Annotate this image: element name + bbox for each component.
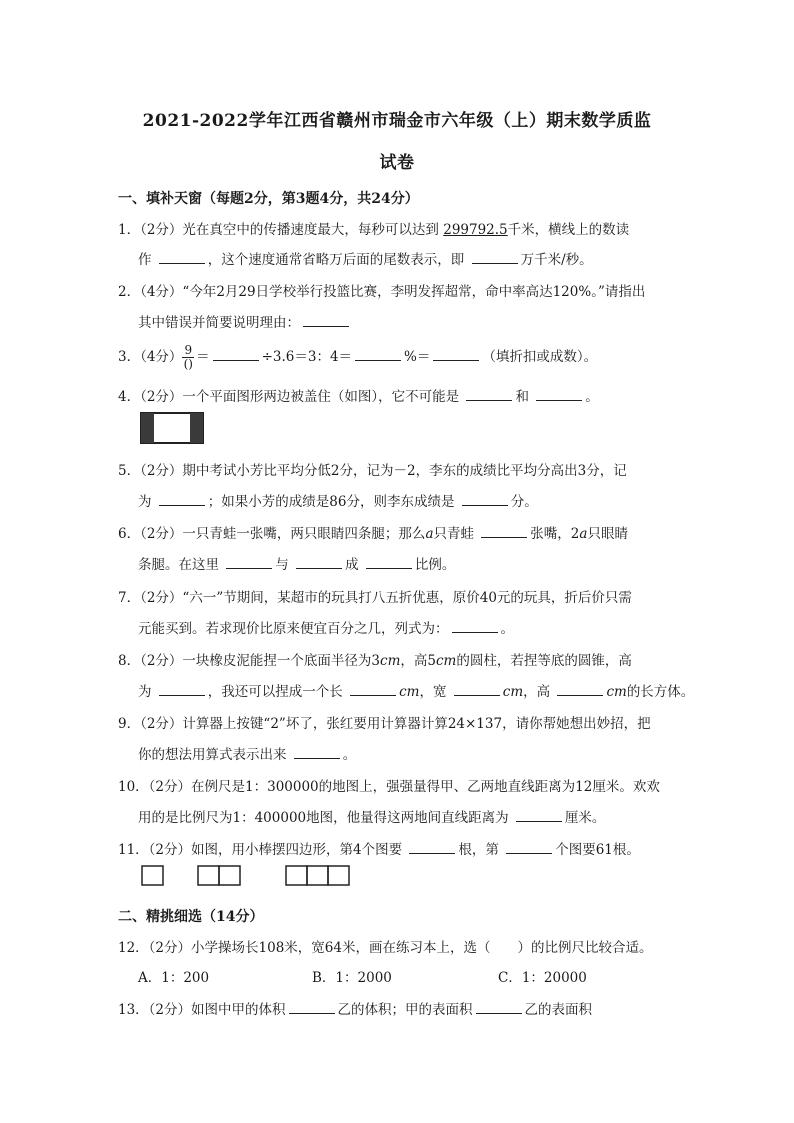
unit-cm: cm (436, 653, 457, 669)
q1-text-b: ，这个速度通常省略万后面的尾数表示，即 (207, 252, 469, 268)
q2-text: 其中错误并简要说明理由： (138, 315, 300, 331)
q10-text-a: 用的是比例尺为1：400000地图，他量得这两地间直线距离为 (138, 810, 513, 826)
answer-blank[interactable] (506, 840, 552, 854)
question-2-line1: 2．（4分）“今年2月29日学校举行投篮比赛，李明发挥超常，命中率高达120%。”请指出 (118, 284, 646, 300)
question-9-line1: 9．（2分）计算器上按键“2”坏了，张红要用计算器计算24×137，请你帮她想出妙招，把 (118, 716, 651, 732)
question-6-line1 (118, 522, 628, 542)
question-5-line2 (138, 490, 538, 510)
answer-blank[interactable] (466, 387, 512, 401)
answer-blank[interactable] (433, 347, 479, 361)
answer-blank[interactable] (296, 555, 342, 569)
answer-blank[interactable] (213, 347, 259, 361)
question-9-line2 (138, 743, 356, 763)
question-8-line2 (138, 680, 694, 700)
unit-cm: cm (606, 684, 627, 700)
answer-blank[interactable] (481, 524, 527, 538)
q6-text-h: 比例。 (414, 557, 456, 573)
answer-blank[interactable] (303, 313, 349, 327)
answer-blank[interactable] (516, 808, 562, 822)
q8-text-f: ，宽 (419, 684, 451, 700)
q8-text-a: 8．（2分）一块橡皮泥能捏一个底面半径为3 (118, 653, 381, 669)
q1-suffix: 千米，横线上的数读 (507, 222, 630, 238)
q8-text-b: ，高5 (400, 653, 436, 669)
exam-title-line1: 2021-2022学年江西省赣州市瑞金市六年级（上）期末数学质监 (142, 111, 652, 131)
q4-text-a: 4．（2分）一个平面图形两边被盖住（如图），它不可能是 (118, 389, 464, 405)
answer-blank[interactable] (536, 387, 582, 401)
answer-blank[interactable] (454, 682, 500, 696)
q1-text-c: 万千米/秒。 (520, 252, 593, 268)
question-7-line1: 7．（2分）“六一”节期间，某超市的玩具打八五折优惠，原价40元的玩具，折后价只需 (118, 590, 632, 606)
q1-number: 299792.5 (443, 222, 508, 238)
q6-text-d: 只眼睛 (587, 526, 628, 542)
q6-text-g: 成 (345, 557, 363, 573)
option-b[interactable]: B．1：2000 (312, 970, 392, 986)
question-5-line1: 5．（2分）期中考试小芳比平均分低2分，记为－2，李东的成绩比平均分高出3分，记 (118, 463, 627, 479)
q6-text-c: 张嘴，2 (530, 526, 580, 542)
q3-fraction (182, 344, 194, 371)
question-10-line1: 10．（2分）在例尺是1：300000的地图上，强强量得甲、乙两地直线距离为12厘米。欢欢 (118, 779, 660, 795)
question-10-line2 (138, 806, 605, 826)
question-11 (118, 838, 640, 858)
answer-blank[interactable] (366, 555, 412, 569)
answer-blank[interactable] (350, 682, 396, 696)
fraction-numerator: 9 (184, 343, 193, 357)
answer-blank[interactable] (452, 619, 498, 633)
q13-text-b: 乙的体积；甲的表面积 (337, 1002, 473, 1018)
answer-blank[interactable] (462, 492, 508, 506)
q7-text-b: 。 (500, 621, 514, 637)
q13-text-c: 乙的表面积 (524, 1002, 593, 1018)
answer-blank[interactable] (289, 1000, 335, 1014)
question-8-line1 (118, 649, 632, 669)
q6-text-b: 只青蛙 (433, 526, 479, 542)
q8-text-h: 的长方体。 (626, 684, 695, 700)
unit-cm: cm (502, 684, 524, 700)
stick-squares-figure (140, 864, 360, 888)
unit-cm: cm (380, 653, 401, 669)
q8-text-c: 的圆柱，若捏等底的圆锥，高 (456, 653, 632, 669)
question-13 (118, 998, 592, 1018)
q8-text-e: ，我还可以捏成一个长 (207, 684, 348, 700)
q4-text-b: 和 (515, 389, 534, 405)
fraction-denominator: () (183, 357, 193, 371)
q4-text-c: 。 (585, 389, 599, 405)
question-1-line1 (118, 218, 629, 238)
question-3 (118, 344, 597, 371)
q11-text-c: 个图要61根。 (555, 842, 640, 858)
section-heading-fill-in: 一、填补天窗（每题2分，第3题4分，共24分） (118, 191, 419, 207)
q6-variable: a (579, 526, 588, 542)
q1-prefix: 1．（2分）光在真空中的传播速度最大，每秒可以达到 (118, 222, 444, 238)
q3-text-c: %＝ (404, 349, 431, 365)
q10-text-b: 厘米。 (564, 810, 606, 826)
option-a[interactable]: A．1：200 (138, 970, 210, 986)
question-1-line2 (138, 248, 593, 268)
answer-blank[interactable] (476, 1000, 522, 1014)
q5-text-b: ；如果小芳的成绩是86分，则李东成绩是 (207, 494, 459, 510)
answer-blank[interactable] (355, 347, 401, 361)
answer-blank[interactable] (294, 745, 340, 759)
q3-text-b: ÷3.6＝3：4＝ (261, 349, 353, 365)
q3-prefix: 3．（4分） (118, 349, 183, 365)
covered-shape-figure (140, 412, 204, 444)
exam-title-line2: 试卷 (379, 153, 415, 173)
answer-blank[interactable] (557, 682, 603, 696)
q1-text-a: 作 (138, 252, 156, 268)
answer-blank[interactable] (159, 492, 205, 506)
answer-blank[interactable] (409, 840, 455, 854)
q8-text-d: 为 (138, 684, 156, 700)
q3-eq: ＝ (196, 349, 210, 365)
answer-blank[interactable] (159, 682, 205, 696)
q6-variable: a (425, 526, 434, 542)
answer-blank[interactable] (159, 250, 205, 264)
q9-text-b: 。 (342, 747, 357, 763)
question-4 (118, 385, 599, 405)
question-7-line2 (138, 617, 514, 637)
q6-text-a: 6．（2分）一只青蛙一张嘴，两只眼睛四条腿；那么 (118, 526, 426, 542)
answer-blank[interactable] (472, 250, 518, 264)
answer-blank[interactable] (226, 555, 272, 569)
q6-text-e: 条腿。在这里 (138, 557, 224, 573)
section-heading-multiple-choice: 二、精挑细选（14分） (118, 909, 264, 925)
q3-text-d: （填折扣或成数）。 (482, 349, 598, 365)
q5-text-a: 为 (138, 494, 156, 510)
unit-cm: cm (399, 684, 420, 700)
q8-text-g: ，高 (523, 684, 555, 700)
question-6-line2 (138, 553, 455, 573)
q9-text-a: 你的想法用算式表示出来 (138, 747, 291, 763)
q11-text-b: 根，第 (458, 842, 504, 858)
q7-text-a: 元能买到。若求现价比原来便宜百分之几，列式为： (138, 621, 449, 637)
q13-text-a: 13．（2分）如图中甲的体积 (118, 1002, 286, 1018)
q5-text-c: 分。 (510, 494, 538, 510)
q6-text-f: 与 (275, 557, 294, 573)
option-c[interactable]: C．1：20000 (498, 970, 587, 986)
q11-text-a: 11．（2分）如图，用小棒摆四边形，第4个图要 (118, 842, 407, 858)
question-12: 12．（2分）小学操场长108米，宽64米，画在练习本上，选（ ）的比例尺比较合适。 (118, 940, 653, 956)
question-2-line2 (138, 311, 352, 331)
